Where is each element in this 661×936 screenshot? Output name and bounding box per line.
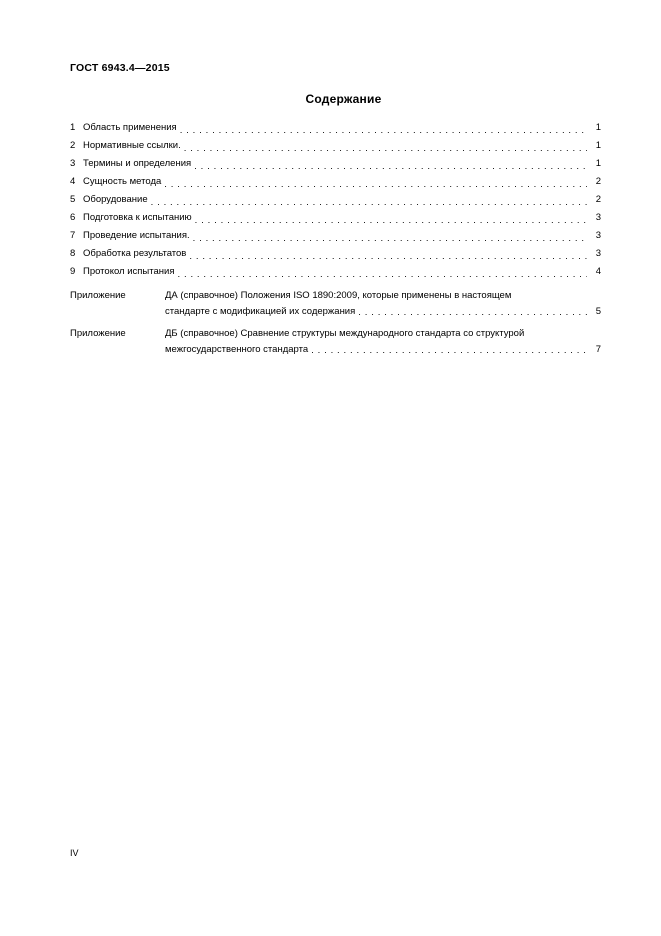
toc-entry-number: 3: [70, 158, 76, 169]
toc-entry[interactable]: [70, 119, 601, 137]
toc-entry-label: Протокол испытания: [83, 266, 175, 277]
dot-leader: [193, 232, 587, 244]
page-folio: IV: [70, 848, 79, 858]
toc-appendix-text-cont: стандарте с модификацией их содержания: [165, 305, 356, 317]
toc-entry-number: 1: [70, 122, 76, 133]
toc-entry-label: Подготовка к испытанию: [83, 212, 192, 223]
toc-appendix-text-cont: межгосударственного стандарта: [165, 343, 309, 355]
toc-entry-page: 1: [595, 140, 601, 151]
toc-appendix-line-1: [70, 326, 601, 342]
toc-entry[interactable]: [70, 263, 601, 281]
toc-entry-label: Оборудование: [83, 194, 148, 205]
toc-entry-label: Нормативные ссылки.: [83, 140, 181, 151]
dot-leader: [195, 214, 587, 226]
toc-entry-number: 6: [70, 212, 76, 223]
toc-appendix-text: ДБ (справочное) Сравнение структуры международного стандарта со структурой: [165, 328, 525, 339]
dot-leader: [194, 160, 587, 172]
toc-entry-label: Обработка результатов: [83, 248, 187, 259]
dot-leader: [178, 268, 588, 280]
toc-entry-page: 2: [595, 194, 601, 205]
toc-appendix-entry[interactable]: [70, 288, 601, 319]
toc-appendix-word: Приложение: [70, 328, 126, 339]
toc-appendix-text: ДА (справочное) Положения ISO 1890:2009, которые применены в настоящем: [165, 290, 512, 301]
toc-entry-page: 3: [595, 248, 601, 259]
toc-entry-page: 4: [595, 266, 601, 277]
toc-appendix-line-2: [70, 342, 601, 358]
toc-appendix-line-1: [70, 288, 601, 304]
toc-entry-page: 1: [595, 122, 601, 133]
toc-entry-number: 9: [70, 266, 76, 277]
toc-entry-number: 2: [70, 140, 76, 151]
toc-entry-page: 3: [595, 212, 601, 223]
toc-entry-label: Сущность метода: [83, 176, 162, 187]
toc-appendix-page: 7: [595, 343, 601, 355]
toc-entry-page: 1: [595, 158, 601, 169]
dot-leader: [358, 306, 587, 318]
dot-leader: [189, 250, 587, 262]
toc-entry-label: Область применения: [83, 122, 177, 133]
dot-leader: [164, 178, 587, 190]
toc-appendix-page: 5: [595, 305, 601, 317]
toc-entry-number: 7: [70, 230, 76, 241]
toc-entry[interactable]: [70, 137, 601, 155]
toc-entry[interactable]: [70, 173, 601, 191]
toc-entry-label: Проведение испытания.: [83, 230, 190, 241]
toc-entry[interactable]: [70, 191, 601, 209]
toc-entry[interactable]: [70, 227, 601, 245]
dot-leader: [311, 344, 587, 356]
page-title: Содержание: [305, 92, 382, 106]
table-of-contents: [70, 119, 601, 357]
toc-entry-page: 3: [595, 230, 601, 241]
toc-entry-label: Термины и определения: [83, 158, 192, 169]
toc-entry[interactable]: [70, 245, 601, 263]
toc-entry[interactable]: [70, 155, 601, 173]
toc-appendix-line-2: [70, 304, 601, 320]
dot-leader: [184, 142, 587, 154]
toc-entry-number: 8: [70, 248, 76, 259]
standard-number-header: ГОСТ 6943.4—2015: [70, 62, 170, 74]
toc-entry-number: 5: [70, 194, 76, 205]
dot-leader: [151, 196, 587, 208]
toc-appendix-word: Приложение: [70, 290, 126, 301]
toc-appendix-entry[interactable]: [70, 326, 601, 357]
toc-entry-page: 2: [595, 176, 601, 187]
toc-entry[interactable]: [70, 209, 601, 227]
dot-leader: [180, 124, 587, 136]
toc-entry-number: 4: [70, 176, 76, 187]
